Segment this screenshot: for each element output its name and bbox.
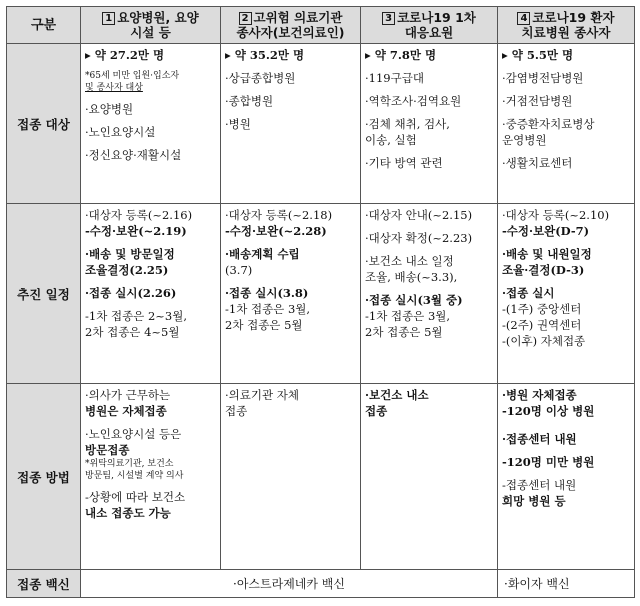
schedule-2-line-3: ·배송계획 수립 xyxy=(225,247,300,261)
target-4-item-3-cont: 운영병원 xyxy=(502,133,547,147)
schedule-2-line-5: ·접종 실시(3.8) xyxy=(225,286,309,300)
header-col-4-line1: 코로나19 환자 xyxy=(532,10,615,25)
target-2-item-1: ·상급종합병원 xyxy=(225,71,296,85)
method-4-line-4: -120명 미만 병원 xyxy=(502,455,595,469)
schedule-4-line-2: -수정·보완(D-7) xyxy=(502,224,590,238)
schedule-3-line-6: -1차 접종은 3월, xyxy=(365,309,451,323)
method-3-line-1: ·보건소 내소 xyxy=(365,388,429,402)
header-col-3 xyxy=(361,7,498,44)
schedule-4-line-1: ·대상자 등록(~2.10) xyxy=(502,208,610,222)
method-1-line-7: -상황에 따라 보건소 xyxy=(85,490,186,504)
method-1-note-1: *위탁의료기관, 보건소 xyxy=(85,459,174,469)
col-number-2: 2 xyxy=(239,12,252,25)
schedule-cell-4 xyxy=(498,204,635,384)
header-col-2-line1: 고위험 의료기관 xyxy=(253,10,343,25)
method-2-line-1: ·의료기관 자체 xyxy=(225,388,299,402)
schedule-2-line-4: (3.7) xyxy=(225,263,253,277)
method-1-line-1: ·의사가 근무하는 xyxy=(85,388,171,402)
target-3-item-4: ·기타 방역 관련 xyxy=(365,156,443,170)
method-2-line-2: 접종 xyxy=(225,404,248,418)
target-4-item-3: ·중증환자치료병상 xyxy=(502,117,595,131)
header-col-3-line1: 코로나19 1차 xyxy=(397,10,476,25)
schedule-1-line-7: 2차 접종은 4~5월 xyxy=(85,325,180,339)
header-col-2 xyxy=(221,7,361,44)
header-col-4-line2: 치료병원 종사자 xyxy=(521,25,611,40)
schedule-4-line-7: -(2주) 권역센터 xyxy=(502,318,582,332)
method-1-line-3: ·노인요양시설 등은 xyxy=(85,427,182,441)
schedule-row-label: 추진 일정 xyxy=(7,204,81,384)
target-row xyxy=(7,44,635,204)
target-3-item-2: ·역학조사·검역요원 xyxy=(365,94,462,108)
method-cell-1 xyxy=(81,384,221,570)
schedule-1-line-6: -1차 접종은 2~3월, xyxy=(85,309,187,323)
method-row xyxy=(7,384,635,570)
method-row-label: 접종 방법 xyxy=(7,384,81,570)
schedule-4-line-3: ·배송 및 내원일정 xyxy=(502,247,592,261)
target-2-item-3: ·병원 xyxy=(225,117,251,131)
schedule-1-line-2: -수정·보완(~2.19) xyxy=(85,224,187,238)
schedule-3-line-1: ·대상자 안내(~2.15) xyxy=(365,208,473,222)
schedule-1-line-3: ·배송 및 방문일정 xyxy=(85,247,175,261)
schedule-2-line-7: 2차 접종은 5월 xyxy=(225,318,303,332)
header-col-3-line2: 대응요원 xyxy=(404,25,454,40)
schedule-cell-3 xyxy=(361,204,498,384)
method-1-line-8: 내소 접종도 가능 xyxy=(85,506,171,520)
schedule-4-line-4: 조율·결정(D-3) xyxy=(502,263,585,277)
vaccination-plan-table xyxy=(6,6,635,598)
target-1-item-3: ·정신요양·재활시설 xyxy=(85,148,182,162)
target-3-item-1: ·119구급대 xyxy=(365,71,424,85)
method-1-line-4: 방문접종 xyxy=(85,443,130,457)
method-cell-2 xyxy=(221,384,361,570)
method-3-line-2: 접종 xyxy=(365,404,388,418)
target-1-count: ▸ 약 27.2만 명 xyxy=(85,48,165,62)
method-cell-3 xyxy=(361,384,498,570)
target-1-item-1: ·요양병원 xyxy=(85,102,134,116)
target-4-item-4: ·생활치료센터 xyxy=(502,156,573,170)
schedule-3-line-4: 조율, 배송(~3.3), xyxy=(365,270,458,284)
method-1-line-2: 병원은 자체접종 xyxy=(85,404,167,418)
target-2-count: ▸ 약 35.2만 명 xyxy=(225,48,305,62)
vaccine-row-label: 접종 백신 xyxy=(7,570,81,598)
schedule-3-line-2: ·대상자 확정(~2.23) xyxy=(365,231,473,245)
schedule-row xyxy=(7,204,635,384)
header-row xyxy=(7,7,635,44)
target-row-label: 접종 대상 xyxy=(7,44,81,204)
target-4-item-1: ·감염병전담병원 xyxy=(502,71,584,85)
schedule-cell-1 xyxy=(81,204,221,384)
schedule-4-line-8: -(이후) 자체접종 xyxy=(502,334,586,348)
target-2-item-2: ·종합병원 xyxy=(225,94,274,108)
schedule-3-line-7: 2차 접종은 5월 xyxy=(365,325,443,339)
target-cell-3 xyxy=(361,44,498,204)
target-3-item-3-cont: 이송, 실험 xyxy=(365,133,417,147)
vaccine-pfizer: ·화이자 백신 xyxy=(498,570,635,598)
header-col-2-line2: 종사자(보건의료인) xyxy=(236,25,345,40)
method-4-line-2: -120명 이상 병원 xyxy=(502,404,595,418)
schedule-cell-2 xyxy=(221,204,361,384)
schedule-2-line-2: -수정·보완(~2.28) xyxy=(225,224,327,238)
method-4-line-3: ·접종센터 내원 xyxy=(502,432,577,446)
col-number-3: 3 xyxy=(382,12,395,25)
target-3-item-3: ·검체 채취, 검사, xyxy=(365,117,450,131)
target-cell-1 xyxy=(81,44,221,204)
header-col-1-line2: 시설 등 xyxy=(130,25,171,40)
schedule-2-line-6: -1차 접종은 3월, xyxy=(225,302,311,316)
target-1-note-2: 및 종사자 대상 xyxy=(85,83,143,93)
method-4-line-1: ·병원 자체접종 xyxy=(502,388,577,402)
method-4-line-6: 희망 병원 등 xyxy=(502,494,566,508)
col-number-1: 1 xyxy=(102,12,115,25)
col-number-4: 4 xyxy=(517,12,530,25)
target-4-item-2: ·거점전담병원 xyxy=(502,94,573,108)
schedule-1-line-1: ·대상자 등록(~2.16) xyxy=(85,208,193,222)
header-category: 구분 xyxy=(7,7,81,44)
target-cell-4 xyxy=(498,44,635,204)
schedule-2-line-1: ·대상자 등록(~2.18) xyxy=(225,208,333,222)
header-col-4 xyxy=(498,7,635,44)
schedule-4-line-5: ·접종 실시 xyxy=(502,286,555,300)
vaccine-astrazeneca: ·아스트라제네카 백신 xyxy=(81,570,498,598)
schedule-1-line-5: ·접종 실시(2.26) xyxy=(85,286,177,300)
schedule-4-line-6: -(1주) 중앙센터 xyxy=(502,302,582,316)
header-col-1-line1: 요양병원, 요양 xyxy=(117,10,199,25)
schedule-3-line-5: ·접종 실시(3월 중) xyxy=(365,293,463,307)
schedule-1-line-4: 조율결정(2.25) xyxy=(85,263,169,277)
target-1-note-1: *65세 미만 입원·입소자 xyxy=(85,71,180,81)
header-col-1 xyxy=(81,7,221,44)
target-3-count: ▸ 약 7.8만 명 xyxy=(365,48,437,62)
target-4-count: ▸ 약 5.5만 명 xyxy=(502,48,574,62)
target-1-item-2: ·노인요양시설 xyxy=(85,125,156,139)
method-cell-4 xyxy=(498,384,635,570)
method-1-note-2: 방문팀, 시설별 계약 의사 xyxy=(85,471,184,481)
method-4-line-5: -접종센터 내원 xyxy=(502,478,577,492)
target-cell-2 xyxy=(221,44,361,204)
vaccine-row xyxy=(7,570,635,598)
schedule-3-line-3: ·보건소 내소 일정 xyxy=(365,254,454,268)
